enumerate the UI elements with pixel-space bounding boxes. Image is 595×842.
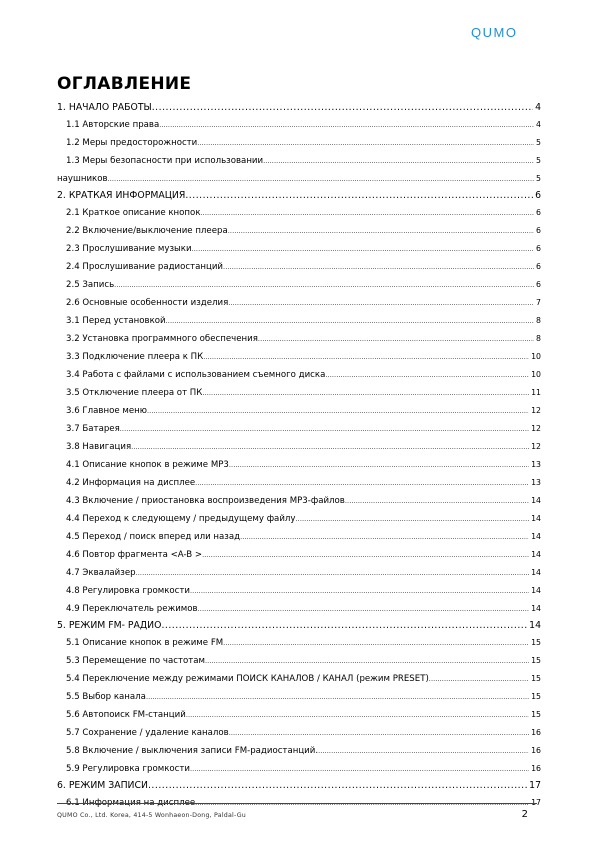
toc-entry[interactable] — [57, 618, 541, 634]
toc-entry-page: 14 — [531, 586, 541, 595]
toc-entry[interactable] — [57, 348, 541, 366]
toc-entry-label: 4.5 Переход / поиск вперед или назад — [66, 532, 241, 542]
toc-entry[interactable] — [57, 688, 541, 706]
toc-entry-page: 17 — [531, 798, 541, 807]
toc-leader-dots — [186, 706, 529, 724]
toc-entry[interactable] — [57, 670, 541, 688]
footer-divider — [57, 803, 537, 804]
toc-entry-page: 16 — [531, 746, 541, 755]
toc-entry[interactable] — [57, 240, 541, 258]
toc-entry-page: 15 — [531, 674, 541, 683]
toc-leader-dots — [161, 618, 527, 634]
toc-entry[interactable] — [57, 188, 541, 204]
toc-entry-label: 2. КРАТКАЯ ИНФОРМАЦИЯ — [57, 190, 186, 201]
toc-entry-page: 6 — [536, 208, 541, 217]
toc-entry-page: 8 — [536, 316, 541, 325]
toc-entry[interactable] — [57, 474, 541, 492]
toc-leader-dots — [201, 204, 535, 222]
toc-entry-label: 5.3 Перемещение по частотам — [66, 656, 205, 666]
toc-entry-page: 15 — [531, 656, 541, 665]
toc-entry-label: 3.5 Отключение плеера от ПК — [66, 388, 203, 398]
toc-entry-page: 12 — [531, 442, 541, 451]
toc-leader-dots — [228, 294, 534, 312]
toc-entry-page: 5 — [536, 138, 541, 147]
toc-entry-page: 14 — [531, 496, 541, 505]
toc-leader-dots — [120, 420, 529, 438]
toc-entry[interactable] — [57, 100, 541, 116]
toc-entry-page: 13 — [531, 478, 541, 487]
toc-entry-label: 5.5 Выбор канала — [66, 692, 146, 702]
toc-entry-page: 17 — [529, 780, 541, 791]
toc-entry[interactable] — [57, 706, 541, 724]
toc-leader-dots — [345, 492, 529, 510]
toc-entry-label: 3.2 Установка программного обеспечения — [66, 334, 258, 344]
toc-entry-page: 5 — [536, 174, 541, 183]
toc-entry[interactable] — [57, 724, 541, 742]
qumo-logo — [471, 22, 535, 42]
page-number: 2 — [521, 809, 528, 820]
toc-entry-label: 5.1 Описание кнопок в режиме FM — [66, 638, 224, 648]
toc-entry-page: 16 — [531, 764, 541, 773]
toc-entry[interactable] — [57, 760, 541, 778]
toc-entry-label: 2.3 Прослушивание музыки — [66, 244, 192, 254]
toc-entry-label: 2.1 Краткое описание кнопок — [66, 208, 201, 218]
toc-entry-label: 5.9 Регулировка громкости — [66, 764, 190, 774]
toc-leader-dots — [166, 312, 534, 330]
toc-leader-dots — [146, 688, 529, 706]
toc-entry-page: 14 — [531, 514, 541, 523]
toc-entry-page: 14 — [531, 532, 541, 541]
toc-leader-dots — [318, 742, 529, 760]
toc-entry-label: 1.1 Авторские права — [66, 120, 160, 130]
toc-entry[interactable] — [57, 402, 541, 420]
toc-entry[interactable] — [57, 294, 541, 312]
toc-entry-label: 3.6 Главное меню — [66, 406, 147, 416]
toc-entry-label: 6. РЕЖИМ ЗАПИСИ — [57, 780, 148, 791]
toc-entry[interactable] — [57, 134, 541, 152]
toc-entry-label: 4.2 Информация на дисплее — [66, 478, 196, 488]
toc-entry-page: 6 — [536, 280, 541, 289]
toc-entry[interactable] — [57, 528, 541, 546]
toc-leader-dots — [131, 438, 529, 456]
toc-entry[interactable] — [57, 546, 541, 564]
toc-entry-label: 5.4 Переключение между режимами ПОИСК КАНАЛОВ / КАНАЛ (режим PRESET) — [66, 674, 429, 684]
toc-entry-page: 6 — [536, 262, 541, 271]
toc-entry-page: 15 — [531, 710, 541, 719]
toc-leader-dots — [205, 652, 529, 670]
toc-leader-dots — [147, 402, 529, 420]
toc-entry-page: 5 — [536, 156, 541, 165]
toc-entry-page: 15 — [531, 692, 541, 701]
toc-entry-label: 6.1 Информация на дисплее — [66, 798, 196, 808]
toc-entry-page: 10 — [531, 352, 541, 361]
toc-entry-label: наушников — [57, 174, 108, 184]
toc-leader-dots — [197, 134, 534, 152]
toc-entry-page: 4 — [536, 120, 541, 129]
toc-entry[interactable] — [57, 420, 541, 438]
footer-company: QUMO Co., Ltd. Korea, 414-5 Wonhaeon-Dong, Paldal-Gu — [57, 812, 246, 819]
toc-leader-dots — [185, 188, 533, 204]
toc-entry[interactable] — [57, 384, 541, 402]
toc-entry[interactable] — [57, 312, 541, 330]
toc-entry[interactable] — [57, 742, 541, 760]
toc-entry-label: 2.4 Прослушивание радиостанций — [66, 262, 224, 272]
toc-leader-dots — [190, 582, 529, 600]
toc-entry-page: 14 — [531, 604, 541, 613]
toc-entry[interactable] — [57, 116, 541, 134]
toc-entry-page: 7 — [536, 298, 541, 307]
toc-entry-page: 11 — [531, 388, 541, 397]
toc-entry-label: 3.3 Подключение плеера к ПК — [66, 352, 204, 362]
toc-entry-page: 15 — [531, 638, 541, 647]
toc-entry-label: 3.4 Работа с файлами с использованием съемного диска — [66, 370, 326, 380]
toc-leader-dots — [228, 222, 534, 240]
toc-entry-page: 12 — [531, 424, 541, 433]
toc-leader-dots — [136, 564, 530, 582]
toc-leader-dots — [229, 456, 529, 474]
toc-entry[interactable] — [57, 170, 541, 188]
toc-entry-label: 4.8 Регулировка громкости — [66, 586, 190, 596]
toc-entry-label: 3.1 Перед установкой — [66, 316, 166, 326]
toc-leader-dots — [192, 240, 534, 258]
toc-leader-dots — [295, 510, 529, 528]
toc-leader-dots — [114, 276, 534, 294]
toc-entry[interactable] — [57, 492, 541, 510]
toc-entry-page: 10 — [531, 370, 541, 379]
toc-entry[interactable] — [57, 222, 541, 240]
toc-entry-page: 6 — [535, 190, 541, 201]
toc-leader-dots — [190, 760, 529, 778]
toc-entry-label: 3.8 Навигация — [66, 442, 132, 452]
toc-leader-dots — [202, 546, 529, 564]
toc-entry[interactable] — [57, 456, 541, 474]
toc-entry[interactable] — [57, 778, 541, 794]
toc-entry[interactable] — [57, 152, 541, 170]
logo-text: QUMO — [471, 25, 518, 40]
toc-leader-dots — [240, 528, 529, 546]
toc-entry-page: 14 — [531, 550, 541, 559]
toc-leader-dots — [263, 152, 534, 170]
toc-entry-label: 4.9 Переключатель режимов — [66, 604, 198, 614]
toc-entry-label: 2.6 Основные особенности изделия — [66, 298, 229, 308]
toc-leader-dots — [223, 258, 534, 276]
toc-entry-label: 5.8 Включение / выключения записи FM-радиостанций. — [66, 746, 319, 756]
toc-entry[interactable] — [57, 258, 541, 276]
toc-entry-page: 4 — [535, 102, 541, 113]
toc-entry[interactable] — [57, 276, 541, 294]
toc-entry[interactable] — [57, 564, 541, 582]
toc-leader-dots — [325, 366, 529, 384]
toc-entry[interactable] — [57, 634, 541, 652]
table-of-contents — [57, 100, 541, 812]
page-title: ОГЛАВЛЕНИЕ — [57, 74, 192, 94]
toc-entry-page: 12 — [531, 406, 541, 415]
toc-entry-label: 4.3 Включение / приостановка воспроизведения MP3-файлов — [66, 496, 345, 506]
toc-entry[interactable] — [57, 366, 541, 384]
toc-entry-label: 4.6 Повтор фрагмента <A-B > — [66, 550, 203, 560]
toc-entry-label: 5.7 Сохранение / удаление каналов — [66, 728, 229, 738]
toc-entry-label: 1.2 Меры предосторожности — [66, 138, 198, 148]
toc-entry-label: 1. НАЧАЛО РАБОТЫ — [57, 102, 152, 113]
toc-entry-label: 2.5 Запись — [66, 280, 115, 290]
toc-entry-label: 5. РЕЖИМ FM- РАДИО — [57, 620, 162, 631]
toc-entry-page: 16 — [531, 728, 541, 737]
toc-entry-label: 3.7 Батарея — [66, 424, 120, 434]
toc-leader-dots — [429, 670, 529, 688]
toc-entry-page: 14 — [531, 568, 541, 577]
toc-leader-dots — [108, 170, 534, 188]
toc-leader-dots — [152, 100, 533, 116]
toc-leader-dots — [223, 634, 529, 652]
toc-leader-dots — [195, 474, 529, 492]
toc-leader-dots — [229, 724, 529, 742]
toc-entry-page: 14 — [529, 620, 541, 631]
toc-leader-dots — [148, 778, 527, 794]
toc-entry-label: 4.7 Эквалайзер — [66, 568, 136, 578]
toc-entry[interactable] — [57, 204, 541, 222]
toc-entry-label: 4.1 Описание кнопок в режиме MP3 — [66, 460, 229, 470]
toc-entry[interactable] — [57, 438, 541, 456]
toc-leader-dots — [159, 116, 534, 134]
toc-leader-dots — [203, 348, 529, 366]
toc-entry-page: 6 — [536, 226, 541, 235]
toc-entry-page: 6 — [536, 244, 541, 253]
toc-leader-dots — [258, 330, 534, 348]
toc-entry-label: 1.3 Меры безопасности при использовании — [66, 156, 264, 166]
toc-leader-dots — [198, 600, 529, 618]
toc-entry-label: 4.4 Переход к следующему / предыдущему файлу — [66, 514, 296, 524]
toc-entry[interactable] — [57, 330, 541, 348]
toc-entry-page: 8 — [536, 334, 541, 343]
toc-entry[interactable] — [57, 582, 541, 600]
toc-entry[interactable] — [57, 600, 541, 618]
toc-entry-label: 2.2 Включение/выключение плеера — [66, 226, 228, 236]
toc-entry-page: 13 — [531, 460, 541, 469]
toc-entry-label: 5.6 Автопоиск FM-станций — [66, 710, 186, 720]
toc-leader-dots — [202, 384, 529, 402]
toc-entry[interactable] — [57, 652, 541, 670]
toc-entry[interactable] — [57, 510, 541, 528]
